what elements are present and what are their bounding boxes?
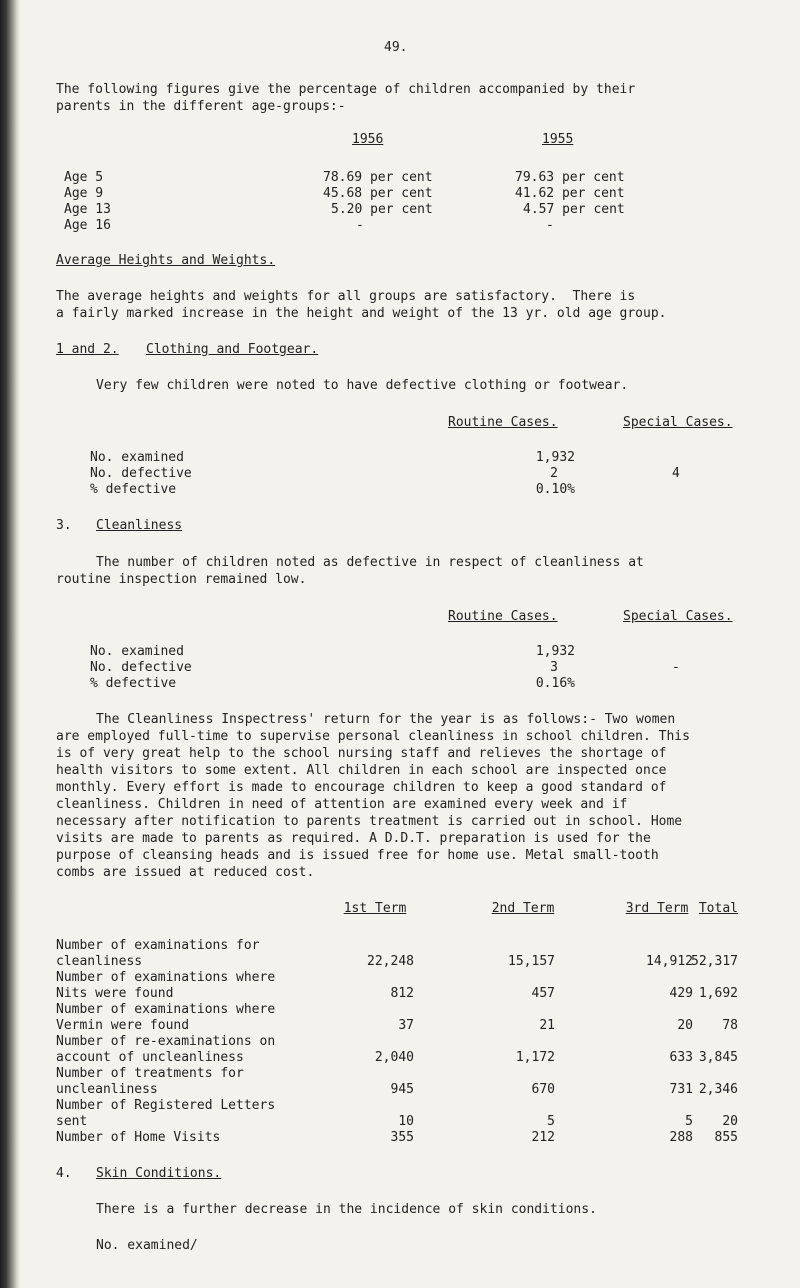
age-value-1955: 41.62 per cent bbox=[515, 186, 625, 201]
year-header-1955: 1955 bbox=[542, 132, 574, 147]
table-row-label: account of uncleanliness bbox=[56, 1050, 244, 1065]
col-routine-cases: Routine Cases. bbox=[448, 415, 558, 430]
paragraph-line: is of very great help to the school nursing staff and relieves the shortage of bbox=[56, 746, 667, 761]
row-label: No. defective bbox=[90, 466, 192, 481]
heights-text-line-2: a fairly marked increase in the height and weight of the 13 yr. old age group. bbox=[56, 306, 667, 321]
routine-value: 2 bbox=[550, 466, 558, 481]
routine-value: 3 bbox=[550, 660, 558, 675]
table-cell: 37 bbox=[398, 1018, 414, 1033]
table-cell: 731 bbox=[669, 1082, 693, 1097]
paragraph-line: purpose of cleansing heads and is issued free for home use. Metal small-tooth bbox=[56, 848, 659, 863]
routine-value: 0.16% bbox=[535, 676, 575, 691]
special-value: 4 bbox=[672, 466, 680, 481]
skin-text: There is a further decrease in the incidence of skin conditions. bbox=[96, 1202, 597, 1217]
table-cell: 945 bbox=[390, 1082, 414, 1097]
row-label: % defective bbox=[90, 676, 177, 691]
table-cell: 812 bbox=[390, 986, 414, 1001]
cleanliness-heading: Cleanliness bbox=[96, 518, 183, 533]
table-cell: 855 bbox=[714, 1130, 738, 1145]
col-2nd-term: 2nd Term bbox=[491, 901, 555, 916]
paragraph-line: The Cleanliness Inspectress' return for the year is as follows:- Two women bbox=[96, 712, 676, 727]
table-row-label: Number of treatments for bbox=[56, 1066, 244, 1081]
table-cell: 288 bbox=[669, 1130, 693, 1145]
col-special-cases: Special Cases. bbox=[623, 415, 733, 430]
age-label: Age 16 bbox=[64, 218, 111, 233]
col-special-cases: Special Cases. bbox=[623, 609, 733, 624]
table-row-label: sent bbox=[56, 1114, 88, 1129]
table-cell: 21 bbox=[539, 1018, 555, 1033]
table-cell: 2,040 bbox=[374, 1050, 414, 1065]
paragraph-line: are employed full-time to supervise personal cleanliness in school children. This bbox=[56, 729, 690, 744]
table-cell: 429 bbox=[669, 986, 693, 1001]
table-cell: 14,912 bbox=[646, 954, 693, 969]
table-cell: 355 bbox=[390, 1130, 414, 1145]
table-row-label: Number of Home Visits bbox=[56, 1130, 221, 1145]
age-value-1956: 78.69 per cent bbox=[323, 170, 433, 185]
skin-heading: Skin Conditions. bbox=[96, 1166, 222, 1181]
table-cell: 3,845 bbox=[698, 1050, 738, 1065]
age-value-1956: 45.68 per cent bbox=[323, 186, 433, 201]
table-cell: 457 bbox=[531, 986, 555, 1001]
table-cell: 20 bbox=[722, 1114, 738, 1129]
cleanliness-text-line-1: The number of children noted as defective in respect of cleanliness at bbox=[96, 555, 644, 570]
routine-value: 1,932 bbox=[535, 450, 575, 465]
table-cell: 20 bbox=[677, 1018, 693, 1033]
col-routine-cases: Routine Cases. bbox=[448, 609, 558, 624]
table-row-label: Number of examinations for bbox=[56, 938, 260, 953]
paragraph-line: visits are made to parents as required. A D.D.T. preparation is used for the bbox=[56, 831, 651, 846]
paragraph-line: necessary after notification to parents treatment is carried out in school. Home bbox=[56, 814, 683, 829]
clothing-text: Very few children were noted to have defective clothing or footwear. bbox=[96, 378, 629, 393]
table-row-label: Nits were found bbox=[56, 986, 174, 1001]
intro-line-1: The following figures give the percentage of children accompanied by their bbox=[56, 82, 636, 97]
routine-value: 0.10% bbox=[535, 482, 575, 497]
age-value-1955: 4.57 per cent bbox=[523, 202, 625, 217]
age-label: Age 13 bbox=[64, 202, 111, 217]
row-label: No. defective bbox=[90, 660, 192, 675]
table-cell: 5 bbox=[547, 1114, 555, 1129]
table-cell: 670 bbox=[531, 1082, 555, 1097]
heights-text-line-1: The average heights and weights for all groups are satisfactory. There is bbox=[56, 289, 636, 304]
special-value: - bbox=[672, 660, 680, 675]
col-total: Total bbox=[698, 901, 738, 916]
paragraph-line: health visitors to some extent. All children in each school are inspected once bbox=[56, 763, 667, 778]
table-row-label: Number of re-examinations on bbox=[56, 1034, 276, 1049]
table-cell: 1,692 bbox=[698, 986, 738, 1001]
table-cell: 78 bbox=[722, 1018, 738, 1033]
page-number: 49. bbox=[384, 40, 408, 55]
table-cell: 10 bbox=[398, 1114, 414, 1129]
cleanliness-text-line-2: routine inspection remained low. bbox=[56, 572, 307, 587]
table-row-label: Number of examinations where bbox=[56, 970, 276, 985]
age-label: Age 5 bbox=[64, 170, 104, 185]
heights-heading: Average Heights and Weights. bbox=[56, 253, 276, 268]
table-cell: 15,157 bbox=[508, 954, 555, 969]
col-1st-term: 1st Term bbox=[343, 901, 407, 916]
age-value-1955: 79.63 per cent bbox=[515, 170, 625, 185]
table-cell: 52,317 bbox=[691, 954, 738, 969]
table-row-label: uncleanliness bbox=[56, 1082, 158, 1097]
age-value-1956: - bbox=[356, 218, 364, 233]
table-row-label: Number of examinations where bbox=[56, 1002, 276, 1017]
paragraph-line: cleanliness. Children in need of attention are examined every week and if bbox=[56, 797, 628, 812]
intro-line-2: parents in the different age-groups:- bbox=[56, 99, 346, 114]
year-header-1956: 1956 bbox=[352, 132, 384, 147]
age-value-1956: 5.20 per cent bbox=[331, 202, 433, 217]
table-cell: 5 bbox=[685, 1114, 693, 1129]
row-label: % defective bbox=[90, 482, 177, 497]
table-cell: 1,172 bbox=[515, 1050, 555, 1065]
row-label: No. examined bbox=[90, 644, 184, 659]
age-label: Age 9 bbox=[64, 186, 104, 201]
page-footer-catchword: No. examined/ bbox=[96, 1238, 198, 1253]
paragraph-line: monthly. Every effort is made to encourage children to keep a good standard of bbox=[56, 780, 667, 795]
table-row-label: Number of Registered Letters bbox=[56, 1098, 276, 1113]
col-3rd-term: 3rd Term bbox=[625, 901, 689, 916]
cleanliness-number: 3. bbox=[56, 518, 72, 533]
table-cell: 633 bbox=[669, 1050, 693, 1065]
paragraph-line: combs are issued at reduced cost. bbox=[56, 865, 315, 880]
row-label: No. examined bbox=[90, 450, 184, 465]
table-cell: 22,248 bbox=[367, 954, 414, 969]
clothing-heading: Clothing and Footgear. bbox=[146, 342, 319, 357]
table-row-label: Vermin were found bbox=[56, 1018, 190, 1033]
table-cell: 212 bbox=[531, 1130, 555, 1145]
table-row-label: cleanliness bbox=[56, 954, 143, 969]
clothing-number: 1 and 2. bbox=[56, 342, 119, 357]
routine-value: 1,932 bbox=[535, 644, 575, 659]
scan-binding-edge bbox=[0, 0, 20, 1288]
skin-number: 4. bbox=[56, 1166, 72, 1181]
age-value-1955: - bbox=[546, 218, 554, 233]
table-cell: 2,346 bbox=[698, 1082, 738, 1097]
